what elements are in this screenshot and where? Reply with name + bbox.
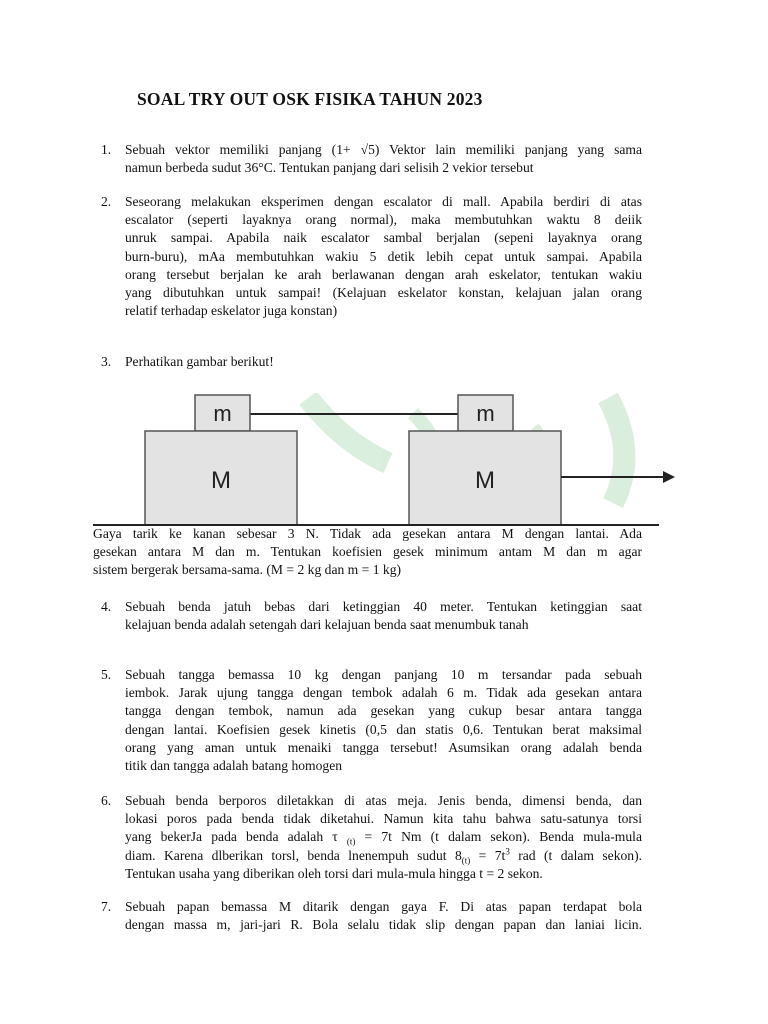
question-3-description [93, 525, 642, 580]
angle-subscript: (t) [461, 855, 471, 866]
question-5 [101, 666, 642, 775]
page-title: SOAL TRY OUT OSK FISIKA TAHUN 2023 [137, 89, 483, 109]
text-line: Sebuah benda berporos diletakkan di atas meja. Jenis benda, dimensi benda, dan [125, 793, 642, 808]
text-line: unruk sampai. Apabila naik escalator sambal berjalan (sepeni layaknya orang [125, 230, 642, 246]
text-line: tangga dengan tembok, namun ada gesekan yang cukup besar antara tangga [125, 703, 642, 719]
question-number: 5. [101, 667, 112, 682]
text-line: Seseorang melakukan eksperimen dengan escalator di mall. Apabila berdiri di atas [125, 194, 642, 209]
question-7 [101, 898, 642, 934]
text-line: sistem bergerak bersama-sama. (M = 2 kg dan m = 1 kg) [93, 562, 402, 578]
question-number: 2. [101, 194, 112, 209]
question-number: 6. [101, 793, 112, 808]
text-line: orang yang aman untuk menaiki tangga tersebut! Asumsikan orang adalah benda [125, 739, 642, 755]
question-2 [101, 193, 642, 320]
big-block-right-label: M [475, 467, 495, 494]
text-line: dengan massa m, jari-jari R. Bola selalu tidak slip dengan papan dan laniai licin. [125, 917, 642, 933]
question-number: 4. [101, 599, 112, 614]
text-line: Sebuah vektor memiliki panjang (1+ √5) Vektor lain memiliki panjang yang sama [125, 142, 642, 157]
text-line: Sebuah papan bemassa M ditarik dengan gaya F. Di atas papan terdapat bola [125, 899, 642, 914]
text-line: orang tersebut berjalan ke arah berlawanan dengan arah eskelator, tentukan wakiu [125, 266, 642, 282]
torque-subscript: (t) [346, 837, 356, 848]
text-line [125, 828, 642, 846]
text-fragment: = 7t Nm (t dalam sekon). Benda mula-mula [355, 829, 642, 845]
small-block-left-label: m [213, 401, 232, 426]
text-line: Sebuah tangga bemassa 10 kg dengan panjang 10 m tersandar pada sebuah [125, 667, 642, 682]
text-line: yang dibutuhkan untuk sampai! (Kelajuan eskelator konstan, kelajuan jalan orang [125, 285, 642, 301]
question-3 [101, 353, 642, 371]
question-4 [101, 598, 642, 634]
question-text [125, 792, 642, 883]
blocks-figure [93, 393, 693, 528]
big-block-left-label: M [211, 467, 231, 494]
text-fragment: diam. Karena dlberikan torsl, benda lnenempuh sudut 8 [125, 847, 462, 863]
question-text [125, 598, 642, 634]
text-line: namun berbeda sudut 36°C. Tentukan panjang dari selisih 2 vekior tersebut [125, 160, 534, 176]
text-line: dengan lantai. Koefisien gesek kinetis (0,5 dan statis 0,6. Tentukan berat maksimal [125, 721, 642, 737]
text-fragment: rad (t dalam sekon). [509, 847, 643, 863]
question-text [125, 353, 642, 371]
text-fragment: = 7t [470, 847, 506, 863]
question-number: 7. [101, 899, 112, 914]
question-number: 3. [101, 354, 112, 369]
text-line: escalator (seperti layaknya orang normal), maka membutuhkan waktu 8 deiik [125, 212, 642, 228]
question-1 [101, 141, 642, 177]
question-number: 1. [101, 142, 112, 157]
text-line: titik dan tangga adalah batang homogen [125, 758, 343, 774]
question-6 [101, 792, 642, 883]
text-line: relatif terhadap eskelator juga konstan) [125, 303, 338, 319]
text-fragment: yang bekerJa pada benda adalah τ [125, 829, 347, 845]
text-line: Perhatikan gambar berikut! [125, 354, 274, 369]
text-line: lokasi poros pada benda tidak diketahui. Namun kita tahu bahwa satu-satunya torsi [125, 811, 642, 827]
text-line: Tentukan usaha yang diberikan oleh torsi dari mula-mula hingga t = 2 sekon. [125, 865, 543, 881]
question-text [125, 193, 642, 320]
question-text [125, 666, 642, 775]
text-line: burn-buru), mAa membutuhkan wakiu 5 detik lebih cepat untuk sampai. Apabila [125, 248, 642, 264]
text-line: kelajuan benda adalah setengah dari kelajuan benda saat menumbuk tanah [125, 617, 529, 633]
text-line: iembok. Jarak ujung tangga dengan tembok adalah 6 m. Tidak ada gesekan antara [125, 685, 642, 701]
small-block-right-label: m [476, 401, 495, 426]
text-line: Gaya tarik ke kanan sebesar 3 N. Tidak ada gesekan antara M dengan lantai. Ada [93, 526, 642, 541]
question-text [125, 898, 642, 934]
question-text [125, 141, 642, 177]
text-line [125, 847, 642, 865]
exponent: 3 [505, 846, 510, 857]
text-line: gesekan antara M dan m. Tentukan koefisien gesek minimum antam M dan m agar [93, 544, 642, 560]
text-line: Sebuah benda jatuh bebas dari ketinggian 40 meter. Tentukan ketinggian saat [125, 599, 642, 614]
